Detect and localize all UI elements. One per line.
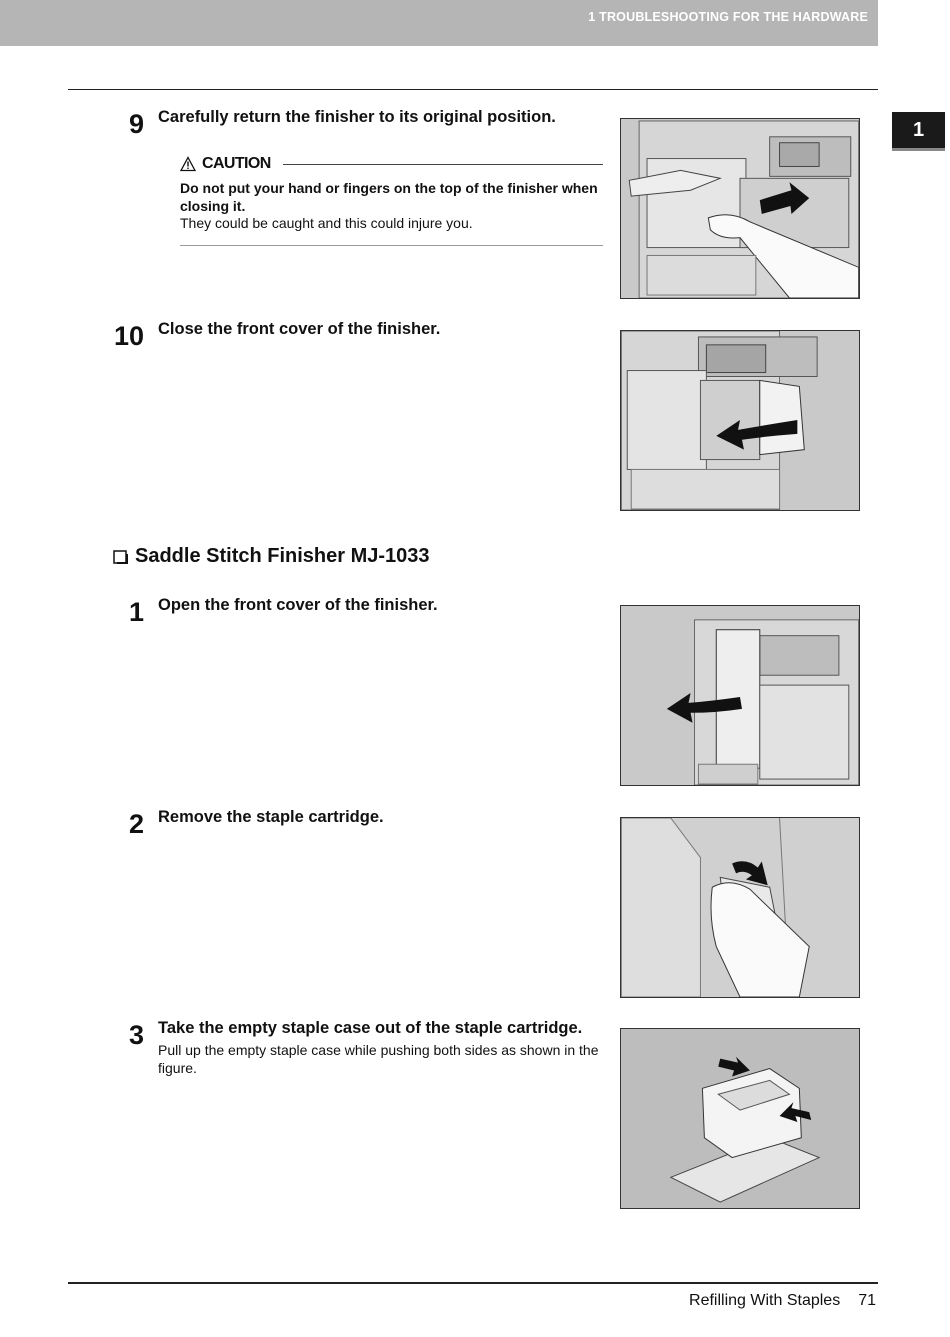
caution-box <box>180 154 603 246</box>
finisher-illustration <box>621 119 859 298</box>
step-description: Pull up the empty staple case while pushing both sides as shown in the figure. <box>158 1042 599 1076</box>
figure-close-front-cover <box>620 330 860 511</box>
chapter-title: 1 TROUBLESHOOTING FOR THE HARDWARE <box>588 10 868 24</box>
staple-case-illustration <box>621 1029 859 1208</box>
step-number: 10 <box>113 321 144 351</box>
finisher-illustration <box>621 818 859 997</box>
warning-triangle-icon <box>180 156 196 172</box>
figure-staple-case <box>620 1028 860 1209</box>
caution-warning: Do not put your hand or fingers on the top of the finisher when closing it. <box>180 180 598 214</box>
figure-remove-staple-cartridge <box>620 817 860 998</box>
figure-open-front-cover <box>620 605 860 786</box>
top-rule <box>68 89 878 90</box>
header-bar <box>0 0 878 46</box>
section-heading <box>113 545 430 568</box>
step-number: 2 <box>128 809 144 839</box>
page-number: 71 <box>858 1292 876 1309</box>
caution-divider <box>283 164 603 165</box>
step-number: 3 <box>128 1020 144 1050</box>
section-title: Saddle Stitch Finisher MJ-1033 <box>135 545 430 567</box>
step-title: Remove the staple cartridge. <box>158 808 384 826</box>
caution-detail: They could be caught and this could injure you. <box>180 215 473 231</box>
step-number: 9 <box>128 109 144 139</box>
chapter-tab[interactable]: 1 <box>892 112 945 151</box>
finisher-illustration <box>621 331 859 510</box>
finisher-illustration <box>621 606 859 785</box>
caution-bottom-rule <box>180 245 603 246</box>
step-title: Open the front cover of the finisher. <box>158 596 438 614</box>
caution-label: CAUTION <box>202 155 271 172</box>
footer-section-name: Refilling With Staples <box>689 1292 841 1309</box>
step-title: Carefully return the finisher to its original position. <box>158 108 556 126</box>
page-footer <box>689 1292 876 1310</box>
bottom-rule <box>68 1282 878 1284</box>
step-title: Take the empty staple case out of the staple cartridge. <box>158 1019 583 1037</box>
checkbox-square-icon <box>113 549 129 565</box>
step-number: 1 <box>128 597 144 627</box>
figure-return-finisher <box>620 118 860 299</box>
step-title: Close the front cover of the finisher. <box>158 320 441 338</box>
